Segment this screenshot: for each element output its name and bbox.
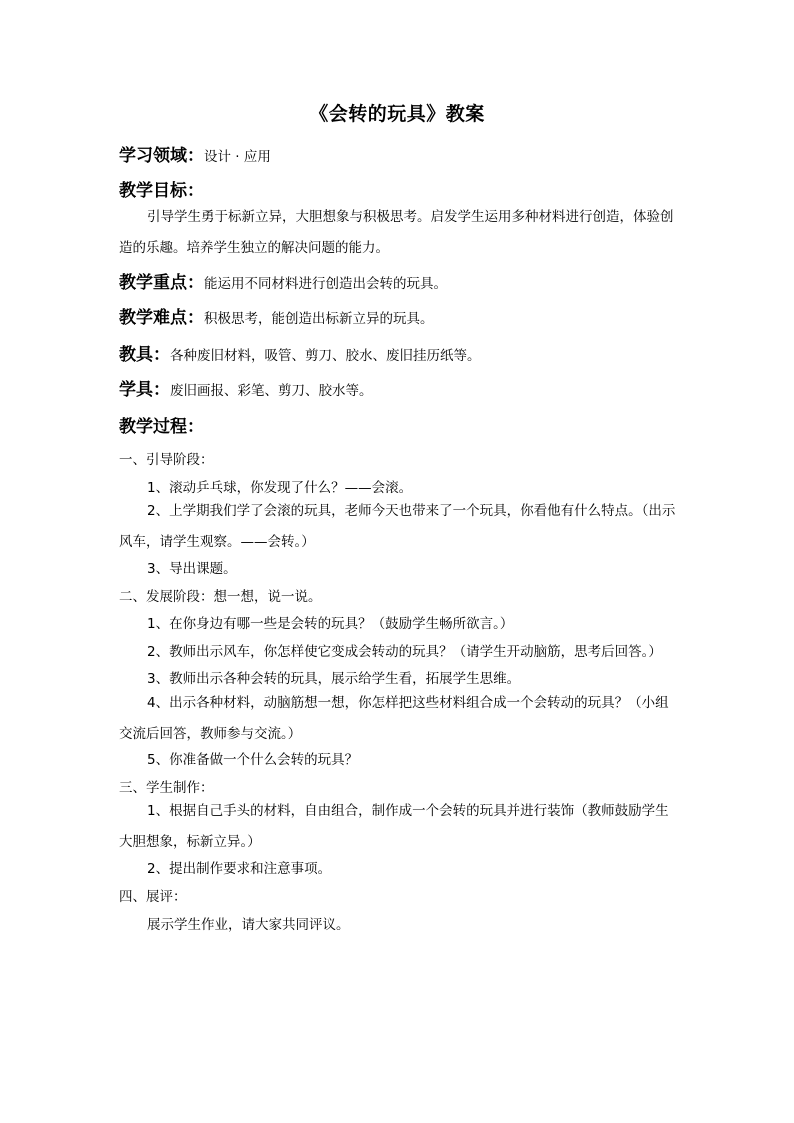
section-4-title: 四、展评： — [119, 889, 187, 905]
goal-heading: 教学目标： — [119, 181, 204, 201]
section-2-item-2: 2、教师出示风车，你怎样使它变成会转动的玩具？（请学生开动脑筋，思考后回答。） — [147, 644, 662, 660]
teaching-tools-value: 各种废旧材料，吸管、剪刀、胶水、废旧挂历纸等。 — [170, 348, 481, 364]
field-line — [119, 141, 271, 166]
section-1-title: 一、引导阶段： — [119, 452, 214, 468]
section-2-item-3: 3、教师出示各种会转的玩具，展示给学生看，拓展学生思维。 — [147, 671, 521, 687]
difficulty-label: 教学难点： — [119, 308, 204, 328]
section-1-item-3: 3、导出课题。 — [147, 561, 237, 577]
section-3-item-1: 1、根据自己手头的材料，自由组合，制作成一个会转的玩具并进行装饰（教师鼓励学生大胆想象，标新立异。） — [119, 803, 669, 850]
field-value: 设计 · 应用 — [204, 149, 271, 165]
goal-text: 引导学生勇于标新立异，大胆想象与积极思考。启发学生运用多种材料进行创造，体验创造的乐趣。培养学生独立的解决问题的能力。 — [119, 209, 674, 256]
learning-tools-value: 废旧画报、彩笔、剪刀、胶水等。 — [170, 383, 373, 399]
teaching-tools-label: 教具： — [119, 345, 170, 365]
section-2-item-4: 4、出示各种材料，动脑筋想一想，你怎样把这些材料组合成一个会转动的玩具？（小组交流后回答，教师参与交流。） — [119, 695, 669, 742]
section-1-item-2: 2、上学期我们学了会滚的玩具，老师今天也带来了一个玩具，你看他有什么特点。（出示风车，请学生观察。——会转。） — [119, 503, 676, 550]
section-2-title: 二、发展阶段：想一想，说一说。 — [119, 589, 322, 605]
section-3-item-2: 2、提出制作要求和注意事项。 — [147, 861, 332, 877]
key-point-value: 能运用不同材料进行创造出会转的玩具。 — [204, 276, 447, 292]
process-heading: 教学过程： — [119, 417, 204, 437]
learning-tools-line — [119, 375, 373, 400]
section-4-item-1: 展示学生作业，请大家共同评议。 — [147, 917, 350, 933]
document-title: 《会转的玩具》教案 — [309, 103, 485, 125]
key-point-label: 教学重点： — [119, 273, 204, 293]
section-2-item-1: 1、在你身边有哪一些是会转的玩具？（鼓励学生畅所欲言。） — [147, 616, 514, 632]
learning-tools-label: 学具： — [119, 380, 170, 400]
field-label: 学习领域： — [119, 146, 204, 166]
key-point-line — [119, 268, 447, 293]
difficulty-line — [119, 303, 434, 328]
difficulty-value: 积极思考，能创造出标新立异的玩具。 — [204, 311, 434, 327]
section-3-title: 三、学生制作： — [119, 780, 214, 796]
section-2-item-5: 5、你准备做一个什么会转的玩具？ — [147, 752, 359, 768]
teaching-tools-line — [119, 340, 481, 365]
section-1-item-1: 1、滚动乒乓球，你发现了什么？——会滚。 — [147, 480, 413, 496]
